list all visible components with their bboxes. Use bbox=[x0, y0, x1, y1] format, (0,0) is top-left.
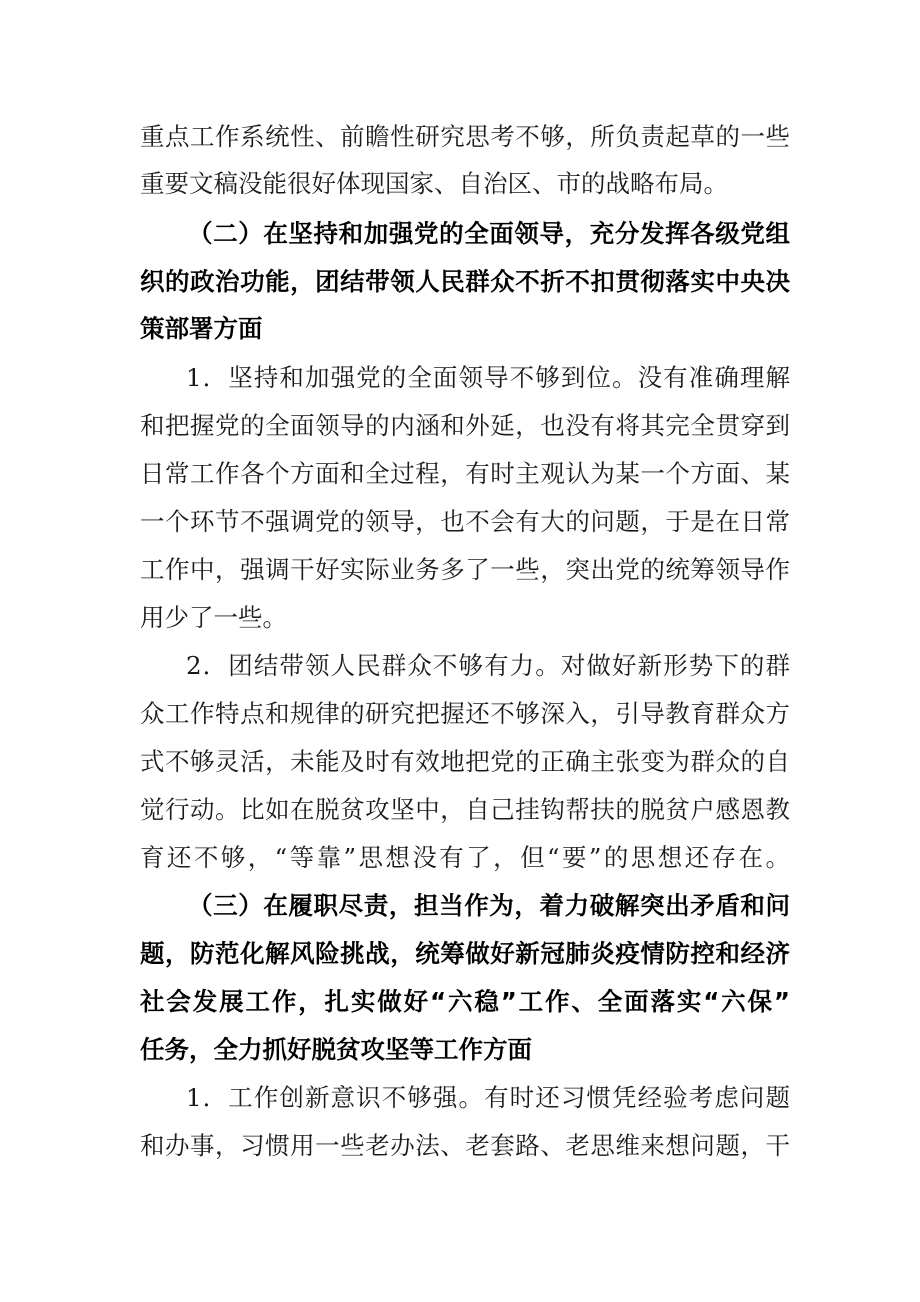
section-heading-line: 题，防范化解风险挑战，统筹做好新冠肺炎疫情防控和经济 bbox=[140, 939, 790, 968]
text-line: 觉行动。比如在脱贫攻坚中，自己挂钩帮扶的脱贫户感恩教 bbox=[140, 795, 790, 824]
text-line: 一个环节不强调党的领导，也不会有大的问题，于是在日常 bbox=[140, 507, 790, 536]
text-line: 式不够灵活，未能及时有效地把党的正确主张变为群众的自 bbox=[140, 747, 790, 776]
section-heading-line: 任务，全力抓好脱贫攻坚等工作方面 bbox=[140, 1035, 532, 1064]
text-line: 日常工作各个方面和全过程，有时主观认为某一个方面、某 bbox=[140, 459, 790, 488]
section-heading-line: （二）在坚持和加强党的全面领导，充分发挥各级党组 bbox=[188, 219, 790, 248]
section-heading-line: 策部署方面 bbox=[140, 314, 263, 343]
section-heading-line: （三）在履职尽责，担当作为，着力破解突出矛盾和问 bbox=[188, 891, 790, 920]
text-line: 重点工作系统性、前瞻性研究思考不够，所负责起草的一些 bbox=[140, 122, 790, 151]
section-heading-line: 织的政治功能，团结带领人民群众不折不扣贯彻落实中央决 bbox=[140, 267, 790, 296]
section-heading-line: 社会发展工作，扎实做好“六稳”工作、全面落实“六保” bbox=[140, 987, 790, 1016]
text-line: 2．团结带领人民群众不够有力。对做好新形势下的群 bbox=[186, 651, 790, 680]
text-line: 1．工作创新意识不够强。有时还习惯凭经验考虑问题 bbox=[186, 1083, 790, 1112]
text-line: 和办事，习惯用一些老办法、老套路、老思维来想问题，干 bbox=[140, 1131, 790, 1160]
text-line: 重要文稿没能很好体现国家、自治区、市的战略布局。 bbox=[140, 169, 728, 198]
text-line: 众工作特点和规律的研究把握还不够深入，引导教育群众方 bbox=[140, 699, 790, 728]
text-line: 1．坚持和加强党的全面领导不够到位。没有准确理解 bbox=[186, 363, 790, 392]
text-line: 和把握党的全面领导的内涵和外延，也没有将其完全贯穿到 bbox=[140, 411, 790, 440]
text-line: 育还不够，“等靠”思想没有了，但“要”的思想还存在。 bbox=[140, 843, 790, 872]
text-line: 用少了一些。 bbox=[140, 603, 287, 632]
text-line: 工作中，强调干好实际业务多了一些，突出党的统筹领导作 bbox=[140, 555, 790, 584]
